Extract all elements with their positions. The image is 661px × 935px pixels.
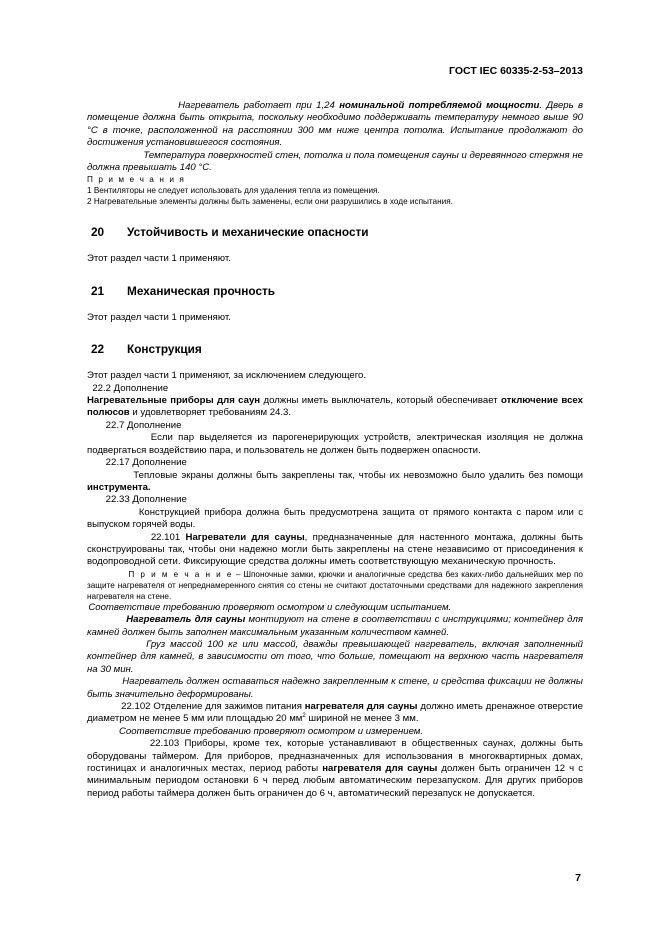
clause-22-103-text: 22.103 Приборы, кроме тех, которые устанавливают в общественных саунах, должны быть оборудованы таймером. Для приборов, предназначенных для использования в многоквартирных домах, гостиницах и аналогичных местах, период работы нагревателя для сауны должен быть ограничен 12 ч с минимальным периодом остановки 6 ч перед любым автоматическим перезапуском. Для других приборов период работы таймера должен быть ограничен до 6 ч, автоматический перезапуск не допускается.: [87, 738, 583, 799]
clause-22-102-text: 22.102 Отделение для зажимов питания нагревателя для сауны должно иметь дренажное отверстие диаметром не менее 5 мм или площадью 20 $мм^2$ шириной не менее 3 мм.: [87, 701, 583, 725]
note-2: 2 Нагревательные элементы должны быть заменены, если они разрушились в ходе испытания.: [87, 197, 453, 207]
page-number: 7: [575, 872, 581, 884]
notes-title: П р и м е ч а н и я: [87, 175, 186, 185]
test-step-2: Груз массой 100 кг или массой, дважды превышающей нагреватель, включая заполненный контейнер для камней, в зависимости от того, что больше, помещают на верхнюю часть нагревателя на 30 мин.: [87, 638, 583, 675]
section-20-text: Этот раздел части 1 применяют.: [87, 253, 231, 265]
clause-22-7-text: Если пар выделяется из парогенерирующих устройств, электрическая изоляция не должна подвергаться воздействию пара, и пользователь не должен быть подвержен опасности.: [87, 432, 583, 456]
clause-22-17-text: Тепловые экраны должны быть закреплены так, чтобы их невозможно было удалить без помощи инструмента.: [87, 469, 583, 493]
section-22-heading: 22 Конструкция: [91, 342, 202, 357]
section-21-heading: 21 Механическая прочность: [91, 283, 276, 298]
section-20-heading: 20 Устойчивость и механические опасности: [91, 225, 369, 240]
clause-22-101-text: 22.101 Нагреватели для сауны, предназначенные для настенного монтажа, должны быть сконструированы так, чтобы они надежно могли быть закреплены на стене независимо от присоединения к водопроводной сети. Фиксирующие средства должны иметь соответствующую механическую прочность.: [87, 531, 583, 568]
paragraph-temperature-limit: Температура поверхностей стен, потолка и пола помещения сауны и деревянного стержня не должна превышать 140 °С.: [87, 149, 583, 174]
section-21-text: Этот раздел части 1 применяют.: [87, 311, 231, 323]
document-body: [87, 100, 583, 800]
document-header: ГОСТ IEC 60335-2-53–2013: [449, 65, 583, 77]
paragraph-test-conditions: Нагреватель работает при 1,24 номинальной потребляемой мощности. Дверь в помещение должна быть открыта, поскольку необходимо поддерживать температуру немного выше 90 °С в точке, расположенной на расстоянии 300 мм ниже центра потолка. Испытание продолжают до достижения установившегося состояния.: [87, 100, 584, 149]
clause-22-17-heading: 22.17 Дополнение: [105, 457, 187, 469]
clause-22-2-text: Нагревательные приборы для саун должны иметь выключатель, который обеспечивает отключение всех полюсов и удовлетворяет требованиям 24.3.: [87, 395, 583, 419]
note-22-101: П р и м е ч а н и е – Шпоночные замки, крючки и аналогичные средства без каких-либо дальнейших мер по защите нагревателя от непреднамеренного снятия со стены не считают достаточными средствами для надежного закрепления нагревателя на стене.: [87, 569, 583, 601]
clause-22-33-text: Конструкцией прибора должна быть предусмотрена защита от прямого контакта с паром или с выпуском горячей воды.: [87, 506, 583, 531]
note-1: 1 Вентиляторы не следует использовать для удаления тепла из помещения.: [87, 186, 380, 196]
clause-22-2-heading: 22.2 Дополнение: [92, 382, 169, 394]
compliance-check-2: Соответствие требованию проверяют осмотром и измерением.: [119, 725, 424, 737]
clause-22-7-heading: 22.7 Дополнение: [105, 419, 182, 431]
section-22-intro: Этот раздел части 1 применяют, за исключением следующего.: [87, 370, 367, 382]
compliance-check-1: Соответствие требованию проверяют осмотром и следующим испытанием.: [88, 601, 452, 613]
clause-22-33-heading: 22.33 Дополнение: [105, 494, 187, 506]
test-step-3: Нагреватель должен оставаться надежно закрепленным к стене, и средства фиксации не должны быть значительно деформированы.: [87, 676, 583, 700]
test-step-1: Нагреватель для сауны монтируют на стене в соответствии с инструкциями; контейнер для камней должен быть заполнен максимальным указанным количеством камней.: [87, 614, 583, 638]
